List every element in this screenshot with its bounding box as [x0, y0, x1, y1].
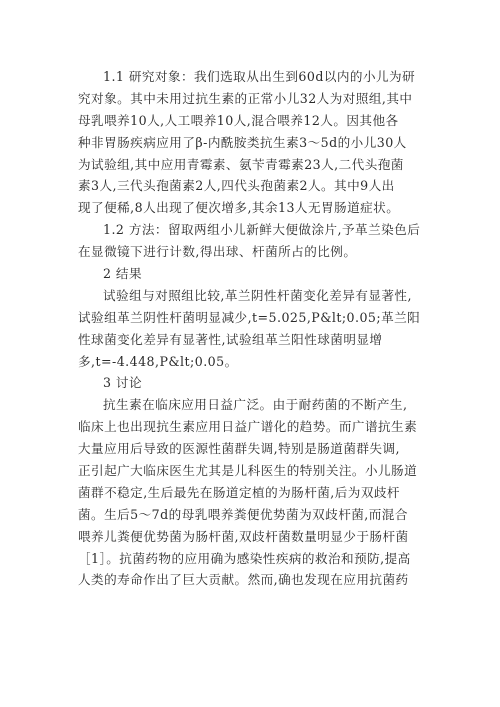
text-line: 人类的寿命作出了巨大贡献。然而,确也发现在应用抗菌药 [78, 572, 409, 588]
text-line: 抗生素在临床应用日益广泛。由于耐药菌的不断产生, [103, 397, 408, 413]
text-line: 在显微镜下进行计数,得出球、杆菌所占的比例。 [78, 244, 357, 260]
text-line: 喂养儿粪便优势菌为肠杆菌,双歧杆菌数量明显少于肠杆菌 [78, 528, 409, 544]
text-line: 菌群不稳定,生后最先在肠道定植的为肠杆菌,后为双歧杆 [78, 484, 400, 500]
text-line: 1.1 研究对象：我们选取从出生到60d以内的小儿为研 [103, 69, 416, 84]
text-line: 种非胃肠疾病应用了β-内酰胺类抗生素3～5d的小儿30人 [78, 134, 407, 150]
text-line: 大量应用后导致的医源性菌群失调,特别是肠道菌群失调, [78, 441, 400, 457]
text-line: 菌。生后5～7d的母乳喂养粪便优势菌为双歧杆菌,而混合 [78, 506, 408, 522]
text-line: 试验组革兰阴性杆菌明显减少,t=5.025,P&lt;0.05;革兰阳 [78, 309, 421, 325]
text-line: 1.2 方法：留取两组小儿新鲜大便做涂片,予革兰染色后 [103, 222, 421, 238]
text-line: ［1］。抗菌药物的应用确为感染性疾病的救治和预防,提高 [78, 550, 411, 566]
text-line: 正引起广大临床医生尤其是儿科医生的特别关注。小儿肠道 [78, 463, 418, 479]
text-line: 3 讨论 [103, 375, 143, 391]
text-line: 究对象。其中未用过抗生素的正常小儿32人为对照组,其中 [78, 90, 413, 106]
text-line: 素3人,三代头孢菌素2人,四代头孢菌素2人。其中9人出 [78, 178, 395, 194]
text-line: 为试验组,其中应用青霉素、氨苄青霉素23人,二代头孢菌 [78, 156, 404, 172]
text-line: 试验组与对照组比较,革兰阴性杆菌变化差异有显著性, [103, 287, 412, 303]
text-line: 母乳喂养10人,人工喂养10人,混合喂养12人。因其他各 [78, 112, 399, 128]
text-line: 多,t=-4.448,P&lt;0.05。 [78, 353, 238, 369]
document-body [78, 66, 428, 591]
text-line: 2 结果 [103, 266, 143, 282]
text-line: 现了便稀,8人出现了便次增多,其余13人无胃肠道症状。 [78, 200, 400, 216]
text-line: 性球菌变化差异有显著性,试验组革兰阳性球菌明显增 [78, 331, 383, 347]
text-line: 临床上也出现抗生素应用日益广谱化的趋势。而广谱抗生素 [78, 419, 418, 435]
